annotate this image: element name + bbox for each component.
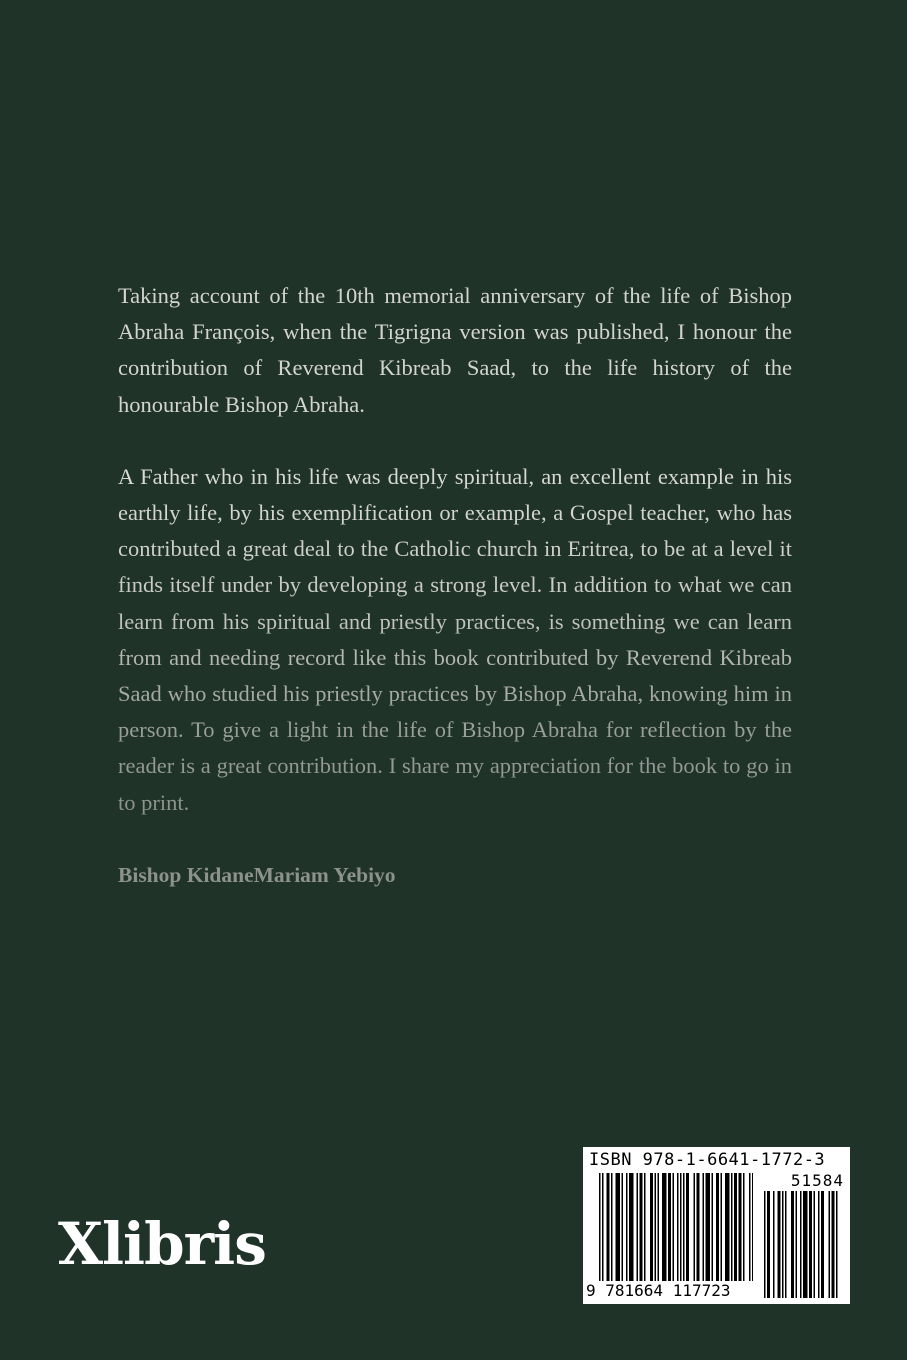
barcode-bar <box>655 1173 657 1281</box>
barcode-bar <box>739 1173 742 1281</box>
barcode-bar <box>683 1173 685 1281</box>
barcode-bar <box>809 1191 812 1298</box>
barcode-bar <box>706 1173 711 1281</box>
barcode-bar <box>629 1173 634 1281</box>
barcode-bar <box>721 1173 723 1281</box>
barcode-bar <box>644 1173 646 1281</box>
barcode-addon-bars <box>764 1191 844 1298</box>
barcode-bar <box>673 1173 675 1281</box>
barcode-bar <box>599 1173 601 1281</box>
barcode-bar <box>712 1173 714 1281</box>
publisher-logo: Xlibris <box>58 1210 266 1278</box>
barcode-bar <box>773 1191 775 1298</box>
barcode-bar <box>743 1173 745 1281</box>
barcode-bar <box>697 1173 700 1281</box>
barcode-bar <box>694 1173 696 1281</box>
author-signature: Bishop KidaneMariam Yebiyo <box>118 862 396 887</box>
barcode-bar <box>752 1173 753 1281</box>
barcode-main-bars <box>599 1173 753 1281</box>
barcode-bar <box>602 1173 604 1281</box>
barcode-bar <box>680 1173 682 1281</box>
barcode-bar <box>626 1173 628 1281</box>
barcode-bar <box>637 1173 639 1281</box>
barcode-bar <box>778 1191 781 1298</box>
barcode-bar <box>836 1191 838 1298</box>
barcode-bar <box>725 1173 730 1281</box>
barcode-bar <box>829 1191 831 1298</box>
barcode-bar <box>668 1173 671 1281</box>
barcode-bar <box>731 1173 733 1281</box>
isbn-barcode <box>583 1147 850 1304</box>
barcode-bar <box>677 1173 679 1281</box>
ean-digits: 9 781664 117723 <box>586 1281 731 1300</box>
barcode-bar <box>821 1191 824 1298</box>
back-cover-blurb <box>118 278 792 893</box>
barcode-bar <box>607 1173 610 1281</box>
barcode-bar <box>818 1191 820 1298</box>
barcode-bar <box>814 1191 816 1298</box>
blurb-paragraph-1: Taking account of the 10th memorial anniversary of the life of Bishop Abraha François, when the Tigrigna version was published, I honour the contribution of Reverend Kibreab Saad, to the life history of the honourable Bishop Abraha. <box>118 283 792 417</box>
barcode-bar <box>658 1173 660 1281</box>
barcode-bar <box>800 1191 802 1298</box>
barcode-bar <box>832 1191 835 1298</box>
barcode-bar <box>791 1191 794 1298</box>
price-code: 51584 <box>790 1171 844 1190</box>
barcode-bar <box>796 1191 798 1298</box>
barcode-bar <box>782 1191 784 1298</box>
barcode-bar <box>662 1173 667 1281</box>
barcode-bar <box>716 1173 719 1281</box>
barcode-bar <box>622 1173 624 1281</box>
barcode-bar <box>803 1191 808 1298</box>
barcode-bar <box>686 1173 689 1281</box>
barcode-bar <box>611 1173 613 1281</box>
barcode-bar <box>764 1191 766 1298</box>
isbn-label: ISBN 978-1-6641-1772-3 <box>589 1150 826 1170</box>
barcode-bar <box>640 1173 643 1281</box>
barcode-bar <box>650 1173 653 1281</box>
blurb-paragraph-2: A Father who in his life was deeply spiritual, an excellent example in his earthly life, by his exemplification or example, a Gospel teacher, who has contributed a great deal to the Catholic church in Eritrea, to be at a level it finds itself under by developing a strong level. In addition to what we can learn from his spiritual and priestly practices, is something we can learn from and needing record like this book contributed by Reverend Kibreab Saad who studied his priestly practices by Bishop Abraha, knowing him in person. To give a light in the life of Bishop Abraha for reflection by the reader is a great contribution. I share my appreciation for the book to go in to print. <box>118 459 792 821</box>
barcode-bar <box>767 1191 770 1298</box>
barcode-bar <box>749 1173 751 1281</box>
barcode-bar <box>616 1173 621 1281</box>
barcode-bar <box>703 1173 705 1281</box>
barcode-bar <box>785 1191 787 1298</box>
barcode-bar <box>734 1173 737 1281</box>
